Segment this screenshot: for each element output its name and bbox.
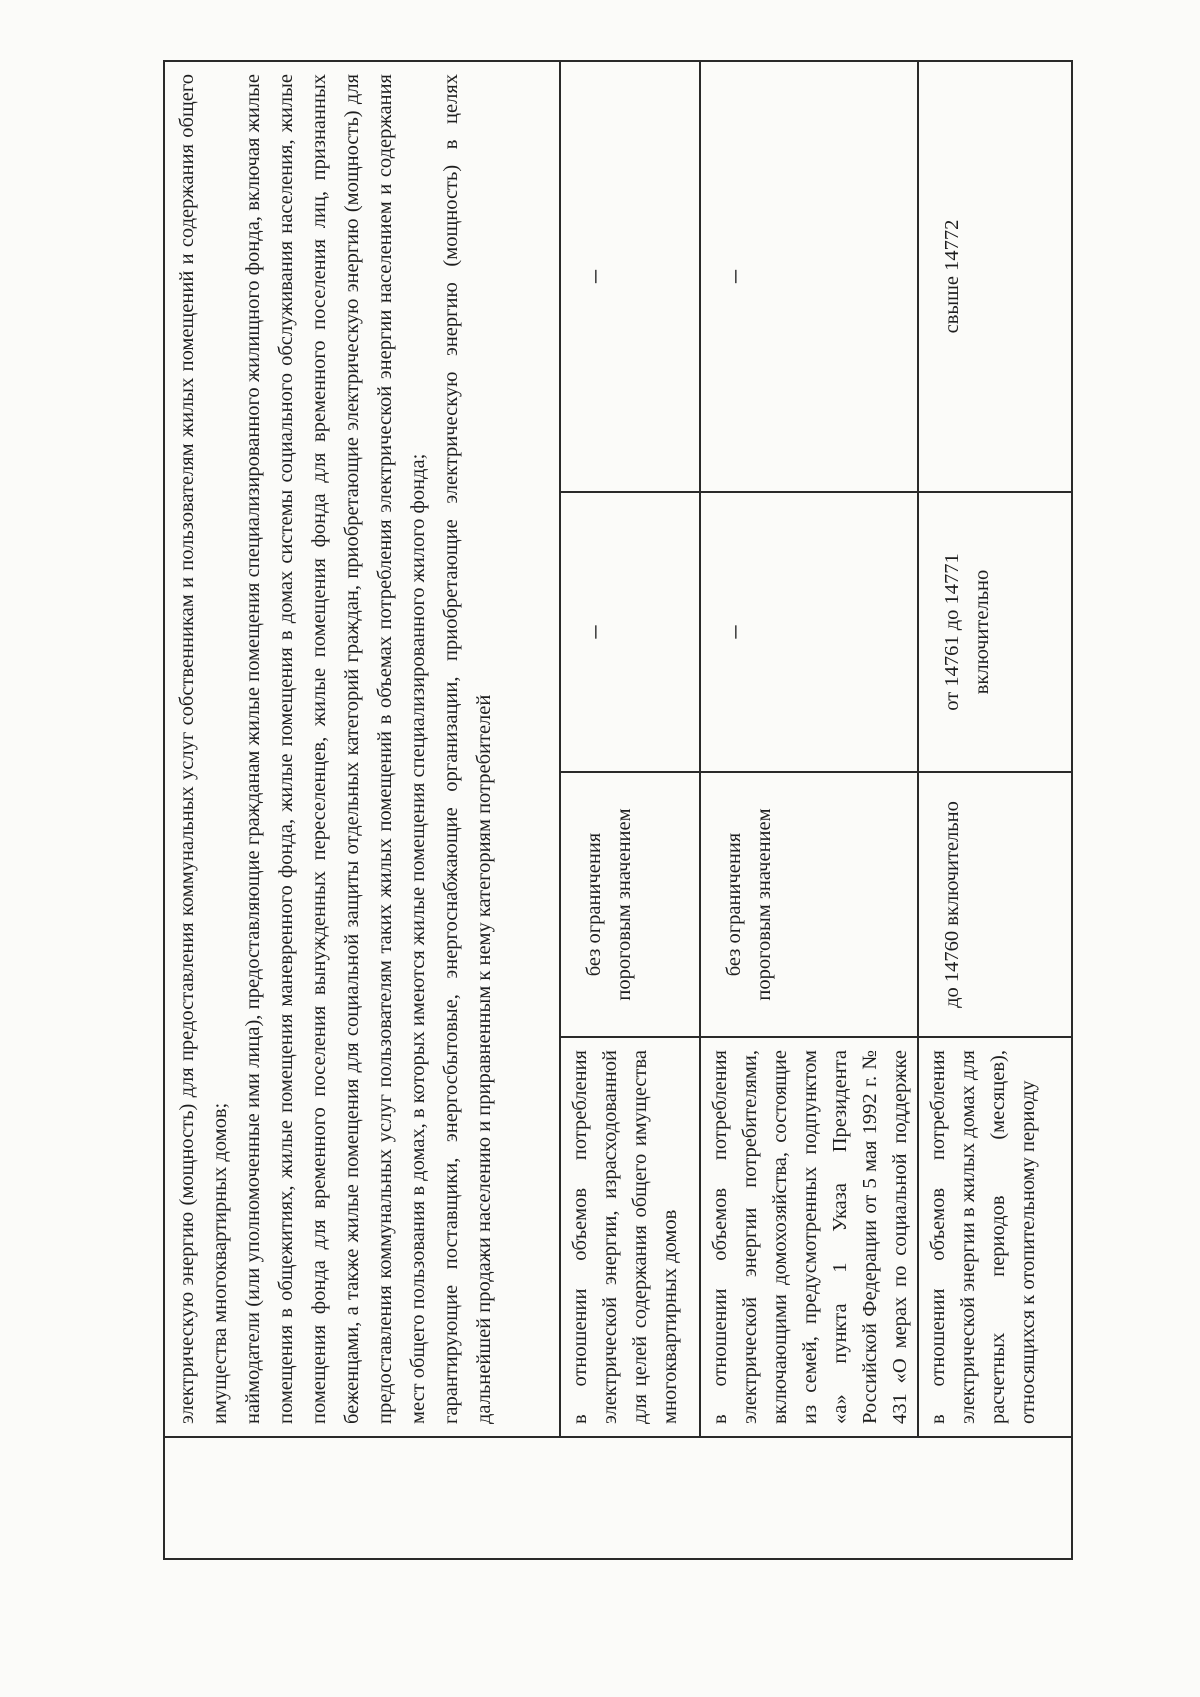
table-row	[561, 62, 701, 1436]
table-content	[165, 62, 1071, 1436]
row-description: в отношении объемов потребления электрической энергии, израсходованной для целей содержания общего имущества многоквартирных домов	[561, 1036, 699, 1436]
paragraph-2: наймодатели (или уполномоченные ими лица), предоставляющие гражданам жилые помещения специализированного жилищного фонда, включая жилые помещения в общежитиях, жилые помещения маневренного фонда, жилые помещения в домах системы социального обслуживания населения, жилые помещения фонда для временного поселения вынужденных переселенцев, жилые помещения фонда для временного поселения лиц, признанных беженцами, а также жилые помещения для социальной защиты отдельных категорий граждан, приобретающие электрическую энергию (мощность) для предоставления коммунальных услуг пользователям таких жилых помещений в объемах потребления электрической энергии населением и содержания мест общего пользования в домах, в которых имеются жилые помещения специализированного жилого фонда;	[242, 74, 429, 1424]
threshold-cell-2: –	[561, 491, 699, 771]
threshold-cell-3: –	[579, 270, 608, 283]
paragraph-1: электрическую энергию (мощность) для предоставления коммунальных услуг собственникам и пользователям жилых помещений и содержания общего имущества многоквартирных домов;	[176, 74, 231, 1424]
rotated-table	[163, 60, 1073, 1560]
threshold-cell-2: –	[701, 491, 917, 771]
threshold-cell-1: без ограничения пороговым значением	[701, 771, 917, 1036]
threshold-cell-3: –	[719, 270, 748, 283]
threshold-cell-2: от 14761 до 14771 включительно	[919, 491, 1071, 771]
consumer-categories-text	[165, 62, 561, 1436]
table-row	[919, 62, 1071, 1436]
threshold-cell-1: до 14760 включительно	[919, 771, 1071, 1036]
paragraph-3: гарантирующие поставщики, энергосбытовые, энергоснабжающие организации, приобретающие электрическую энергию (мощность) в целях дальнейшей продажи населению и приравненным к нему категориям потребителей	[440, 74, 495, 1424]
tariff-rows	[561, 62, 1071, 1436]
row-description: в отношении объемов потребления электрической энергии в жилых домах для расчетных периодов (месяцев), относящихся к отопительному периоду	[919, 1036, 1071, 1436]
left-empty-column	[165, 1436, 1071, 1558]
threshold-cell-1: без ограничения пороговым значением	[561, 771, 699, 1036]
table-row	[701, 62, 919, 1436]
row-description: в отношении объемов потребления электрической энергии потребителями, включающими домохозяйства, состоящие из семей, предусмотренных подпунктом «а» пункта 1 Указа Президента Российской Федерации от 5 мая 1992 г. № 431 «О мерах по социальной поддержке	[701, 1036, 917, 1436]
threshold-cell-3: свыше 14772	[941, 219, 963, 334]
